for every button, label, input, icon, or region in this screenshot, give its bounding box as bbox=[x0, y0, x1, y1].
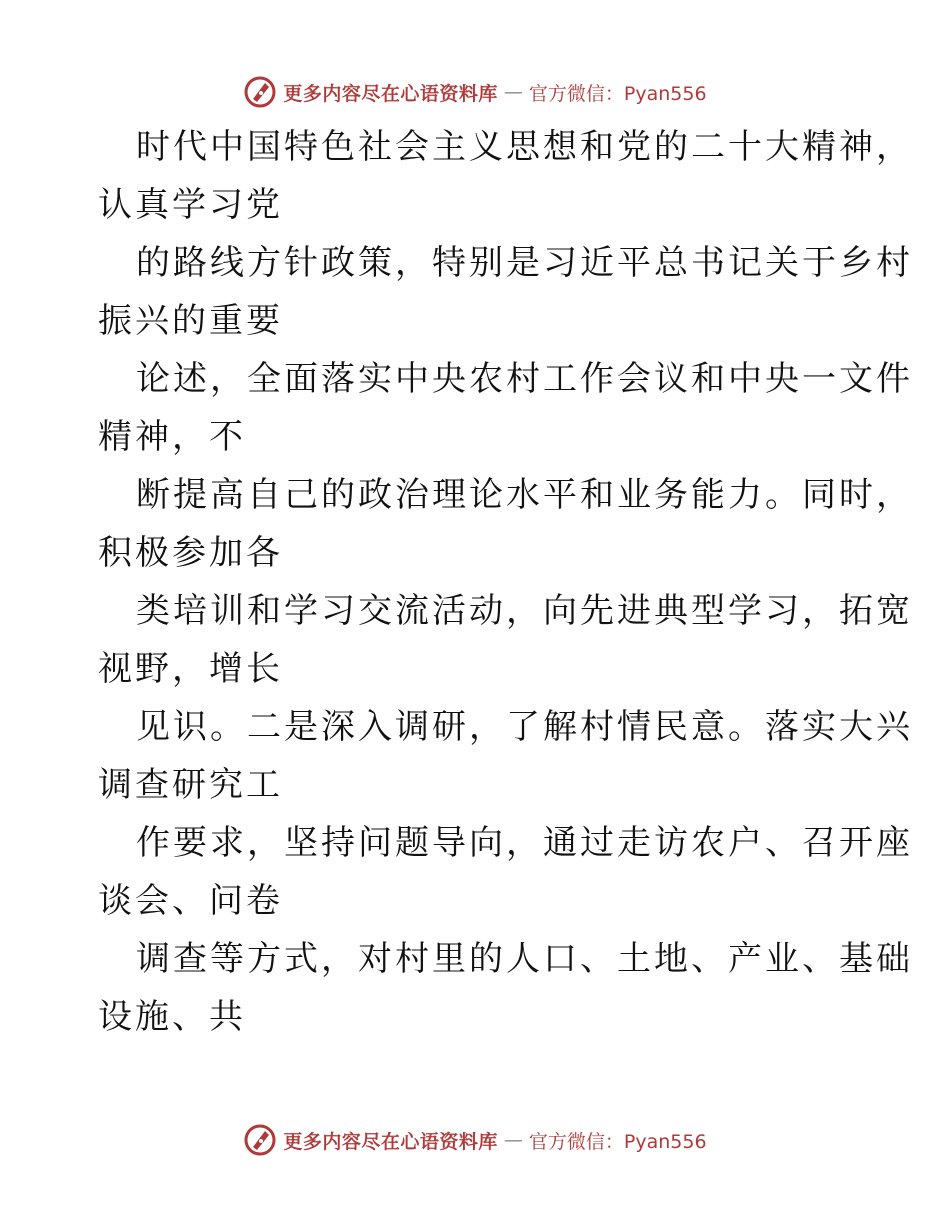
watermark-separator: — bbox=[503, 81, 523, 103]
paragraph-line: 见识。二是深入调研，了解村情民意。落实大兴 bbox=[136, 707, 913, 747]
paragraph-line: 积极参加各 bbox=[98, 533, 283, 573]
paragraph-line: 精神，不 bbox=[98, 417, 246, 457]
paragraph-line: 设施、共 bbox=[98, 997, 246, 1037]
paragraph bbox=[98, 698, 913, 814]
paragraph-line: 类培训和学习交流活动，向先进典型学习，拓宽 bbox=[136, 591, 913, 631]
paragraph-line: 调查研究工 bbox=[98, 765, 283, 805]
footer-watermark bbox=[0, 1120, 950, 1160]
paragraph bbox=[98, 930, 913, 1046]
watermark-brand-text: 更多内容尽在心语资料库 bbox=[283, 1130, 498, 1153]
watermark-separator: — bbox=[503, 1129, 523, 1151]
watermark-contact-text: 官方微信：Pyan556 bbox=[528, 82, 707, 105]
header-watermark bbox=[0, 72, 950, 112]
paragraph-line: 调查等方式，对村里的人口、土地、产业、基础 bbox=[136, 939, 913, 979]
paragraph-line: 的路线方针政策，特别是习近平总书记关于乡村 bbox=[136, 243, 913, 283]
pen-nib-logo-icon bbox=[243, 75, 277, 109]
paragraph-line: 视野，增长 bbox=[98, 649, 283, 689]
pen-nib-logo-icon bbox=[243, 1123, 277, 1157]
paragraph-line: 作要求，坚持问题导向，通过走访农户、召开座 bbox=[136, 823, 913, 863]
watermark-brand-text: 更多内容尽在心语资料库 bbox=[283, 82, 498, 105]
paragraph bbox=[98, 350, 913, 466]
watermark-contact-text: 官方微信：Pyan556 bbox=[528, 1130, 707, 1153]
paragraph bbox=[98, 234, 913, 350]
paragraph bbox=[98, 582, 913, 698]
paragraph-line: 断提高自己的政治理论水平和业务能力。同时， bbox=[136, 475, 913, 515]
paragraph-line: 时代中国特色社会主义思想和党的二十大精神， bbox=[136, 127, 913, 167]
paragraph-line: 谈会、问卷 bbox=[98, 881, 283, 921]
paragraph bbox=[98, 118, 913, 234]
document-body bbox=[98, 118, 913, 1046]
paragraph-line: 论述，全面落实中央农村工作会议和中央一文件 bbox=[136, 359, 913, 399]
paragraph-line: 认真学习党 bbox=[98, 185, 283, 225]
paragraph bbox=[98, 814, 913, 930]
paragraph-line: 振兴的重要 bbox=[98, 301, 283, 341]
paragraph bbox=[98, 466, 913, 582]
